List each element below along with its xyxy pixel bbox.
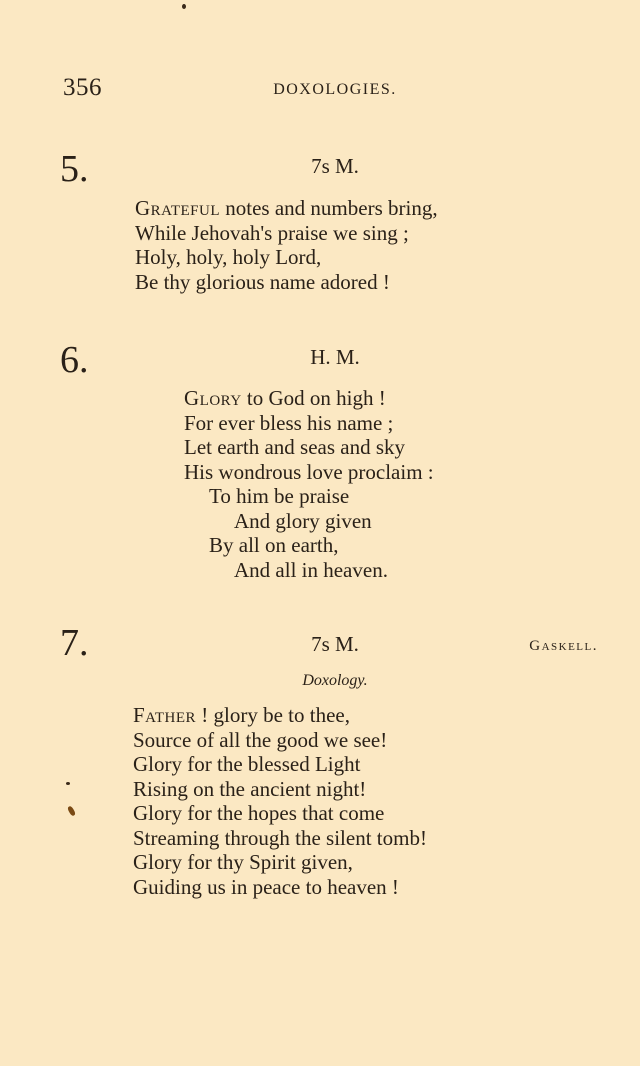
verse-line: Glory for thy Spirit given, — [133, 850, 353, 874]
scan-speck — [67, 805, 76, 816]
hymn-author: Gaskell. — [529, 638, 598, 654]
verse-line: And all in heaven. — [234, 557, 388, 582]
verse-line: Rising on the ancient night! — [133, 776, 367, 801]
hymn-meter: 7s M. — [311, 154, 359, 178]
verse-line: By all on earth, — [209, 533, 339, 557]
verse-line: Source of all the good we see! — [133, 727, 388, 752]
verse-line-lead: Father — [133, 703, 197, 727]
verse-line-text: notes and numbers bring, — [220, 196, 438, 220]
verse-line: Glory for the hopes that come — [133, 801, 385, 825]
verse-line-text: ! glory be to thee, — [196, 703, 350, 727]
verse-line: Glory for the blessed Light — [133, 752, 361, 776]
verse-line-text: to God on high ! — [241, 386, 386, 410]
verse-line: His wondrous love proclaim : — [184, 459, 434, 484]
verse-line — [184, 386, 434, 411]
verse-line: Let earth and seas and sky — [184, 435, 406, 459]
hymn-number: 6. — [60, 339, 89, 381]
hymn-meter: H. M. — [310, 345, 360, 369]
verse-line: Streaming through the silent tomb! — [133, 825, 427, 850]
verse-line: While Jehovah's praise we sing ; — [135, 220, 409, 245]
verse-line-lead: Glory — [184, 386, 242, 410]
verse-line: And glory given — [234, 508, 372, 533]
page-number: 356 — [63, 74, 102, 101]
verse-line: Be thy glorious name adored ! — [135, 269, 390, 294]
verse-line: Guiding us in peace to heaven ! — [133, 874, 399, 899]
verse-line: Holy, holy, holy Lord, — [135, 245, 322, 269]
hymn-verse — [133, 703, 427, 899]
scan-speck — [182, 4, 186, 9]
hymn-number: 7. — [60, 622, 89, 664]
hymn-number: 5. — [60, 148, 89, 190]
running-head: DOXOLOGIES. — [273, 81, 397, 98]
hymn-meter: 7s M. — [311, 632, 359, 656]
hymn-verse — [184, 386, 434, 582]
verse-line — [135, 196, 438, 221]
hymn-subtitle: Doxology. — [302, 672, 368, 689]
scan-speck — [66, 782, 70, 785]
verse-line: For ever bless his name ; — [184, 410, 394, 435]
verse-line-lead: Grateful — [135, 196, 221, 220]
hymn-verse — [135, 196, 438, 294]
verse-line — [133, 703, 427, 728]
verse-line: To him be praise — [209, 484, 350, 508]
